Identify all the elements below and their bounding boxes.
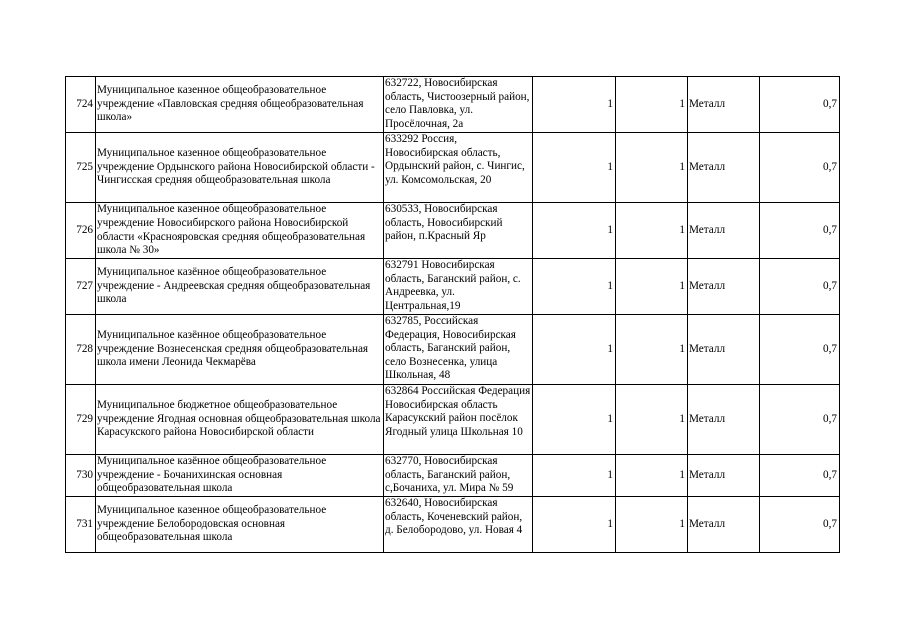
quantity-2: 1 (616, 455, 688, 497)
table-row (66, 203, 840, 259)
row-number: 729 (66, 385, 96, 455)
institution-address: 632864 Российская Федерация Новосибирская область Карасукский район посёлок Ягодный улица Школьная 10 (384, 385, 533, 455)
row-number: 725 (66, 133, 96, 203)
quantity-1: 1 (533, 203, 616, 259)
schools-table (65, 76, 840, 553)
volume: 0,7 (760, 77, 840, 133)
institution-address: 633292 Россия, Новосибирская область, Ордынский район, с. Чингис, ул. Комсомольская, 20 (384, 133, 533, 203)
quantity-2: 1 (616, 385, 688, 455)
institution-name: Муниципальное казённое общеобразовательное учреждение Вознесенская средняя общеобразовательная школа имени Леонида Чекмарёва (96, 315, 384, 385)
table-row (66, 455, 840, 497)
institution-address: 632791 Новосибирская область, Баганский район, с. Андреевка, ул. Центральная,19 (384, 259, 533, 315)
quantity-1: 1 (533, 259, 616, 315)
quantity-1: 1 (533, 497, 616, 553)
volume: 0,7 (760, 203, 840, 259)
material: Металл (688, 455, 760, 497)
institution-name: Муниципальное бюджетное общеобразовательное учреждение Ягодная основная общеобразовательная школа Карасукского района Новосибирской области (96, 385, 384, 455)
quantity-1: 1 (533, 455, 616, 497)
quantity-2: 1 (616, 133, 688, 203)
quantity-1: 1 (533, 77, 616, 133)
institution-address: 632640, Новосибирская область, Коченевский район, д. Белобородово, ул. Новая 4 (384, 497, 533, 553)
table-row (66, 385, 840, 455)
quantity-2: 1 (616, 315, 688, 385)
volume: 0,7 (760, 259, 840, 315)
institution-address: 632722, Новосибирская область, Чистоозерный район, село Павловка, ул. Просёлочная, 2а (384, 77, 533, 133)
volume: 0,7 (760, 133, 840, 203)
row-number: 726 (66, 203, 96, 259)
table-row (66, 133, 840, 203)
institution-address: 632785, Российская Федерация, Новосибирская область, Баганский район, село Вознесенка, улица Школьная, 48 (384, 315, 533, 385)
quantity-2: 1 (616, 77, 688, 133)
volume: 0,7 (760, 497, 840, 553)
material: Металл (688, 385, 760, 455)
table-row (66, 259, 840, 315)
institution-name: Муниципальное казенное общеобразовательное учреждение «Павловская средняя общеобразовательная школа» (96, 77, 384, 133)
quantity-1: 1 (533, 133, 616, 203)
material: Металл (688, 497, 760, 553)
quantity-2: 1 (616, 259, 688, 315)
quantity-2: 1 (616, 497, 688, 553)
institution-address: 630533, Новосибирская область, Новосибирский район, п.Красный Яр (384, 203, 533, 259)
row-number: 724 (66, 77, 96, 133)
table-row (66, 315, 840, 385)
row-number: 727 (66, 259, 96, 315)
row-number: 730 (66, 455, 96, 497)
material: Металл (688, 259, 760, 315)
material: Металл (688, 203, 760, 259)
institution-name: Муниципальное казённое общеобразовательное учреждение - Бочанихинская основная общеобразовательная школа (96, 455, 384, 497)
institution-name: Муниципальное казенное общеобразовательное учреждение Белобородовская основная общеобразовательная школа (96, 497, 384, 553)
table-row (66, 497, 840, 553)
institution-name: Муниципальное казённое общеобразовательное учреждение - Андреевская средняя общеобразовательная школа (96, 259, 384, 315)
institution-name: Муниципальное казенное общеобразовательное учреждение Новосибирского района Новосибирской области «Краснояровская средняя общеобразовательная школа № 30» (96, 203, 384, 259)
material: Металл (688, 315, 760, 385)
volume: 0,7 (760, 315, 840, 385)
row-number: 731 (66, 497, 96, 553)
volume: 0,7 (760, 455, 840, 497)
material: Металл (688, 133, 760, 203)
material: Металл (688, 77, 760, 133)
table-row (66, 77, 840, 133)
quantity-1: 1 (533, 315, 616, 385)
institution-address: 632770, Новосибирская область, Баганский район, с,Бочаниха, ул. Мира № 59 (384, 455, 533, 497)
volume: 0,7 (760, 385, 840, 455)
institution-name: Муниципальное казенное общеобразовательное учреждение Ордынского района Новосибирской области - Чингисская средняя общеобразовательная школа (96, 133, 384, 203)
quantity-1: 1 (533, 385, 616, 455)
quantity-2: 1 (616, 203, 688, 259)
row-number: 728 (66, 315, 96, 385)
